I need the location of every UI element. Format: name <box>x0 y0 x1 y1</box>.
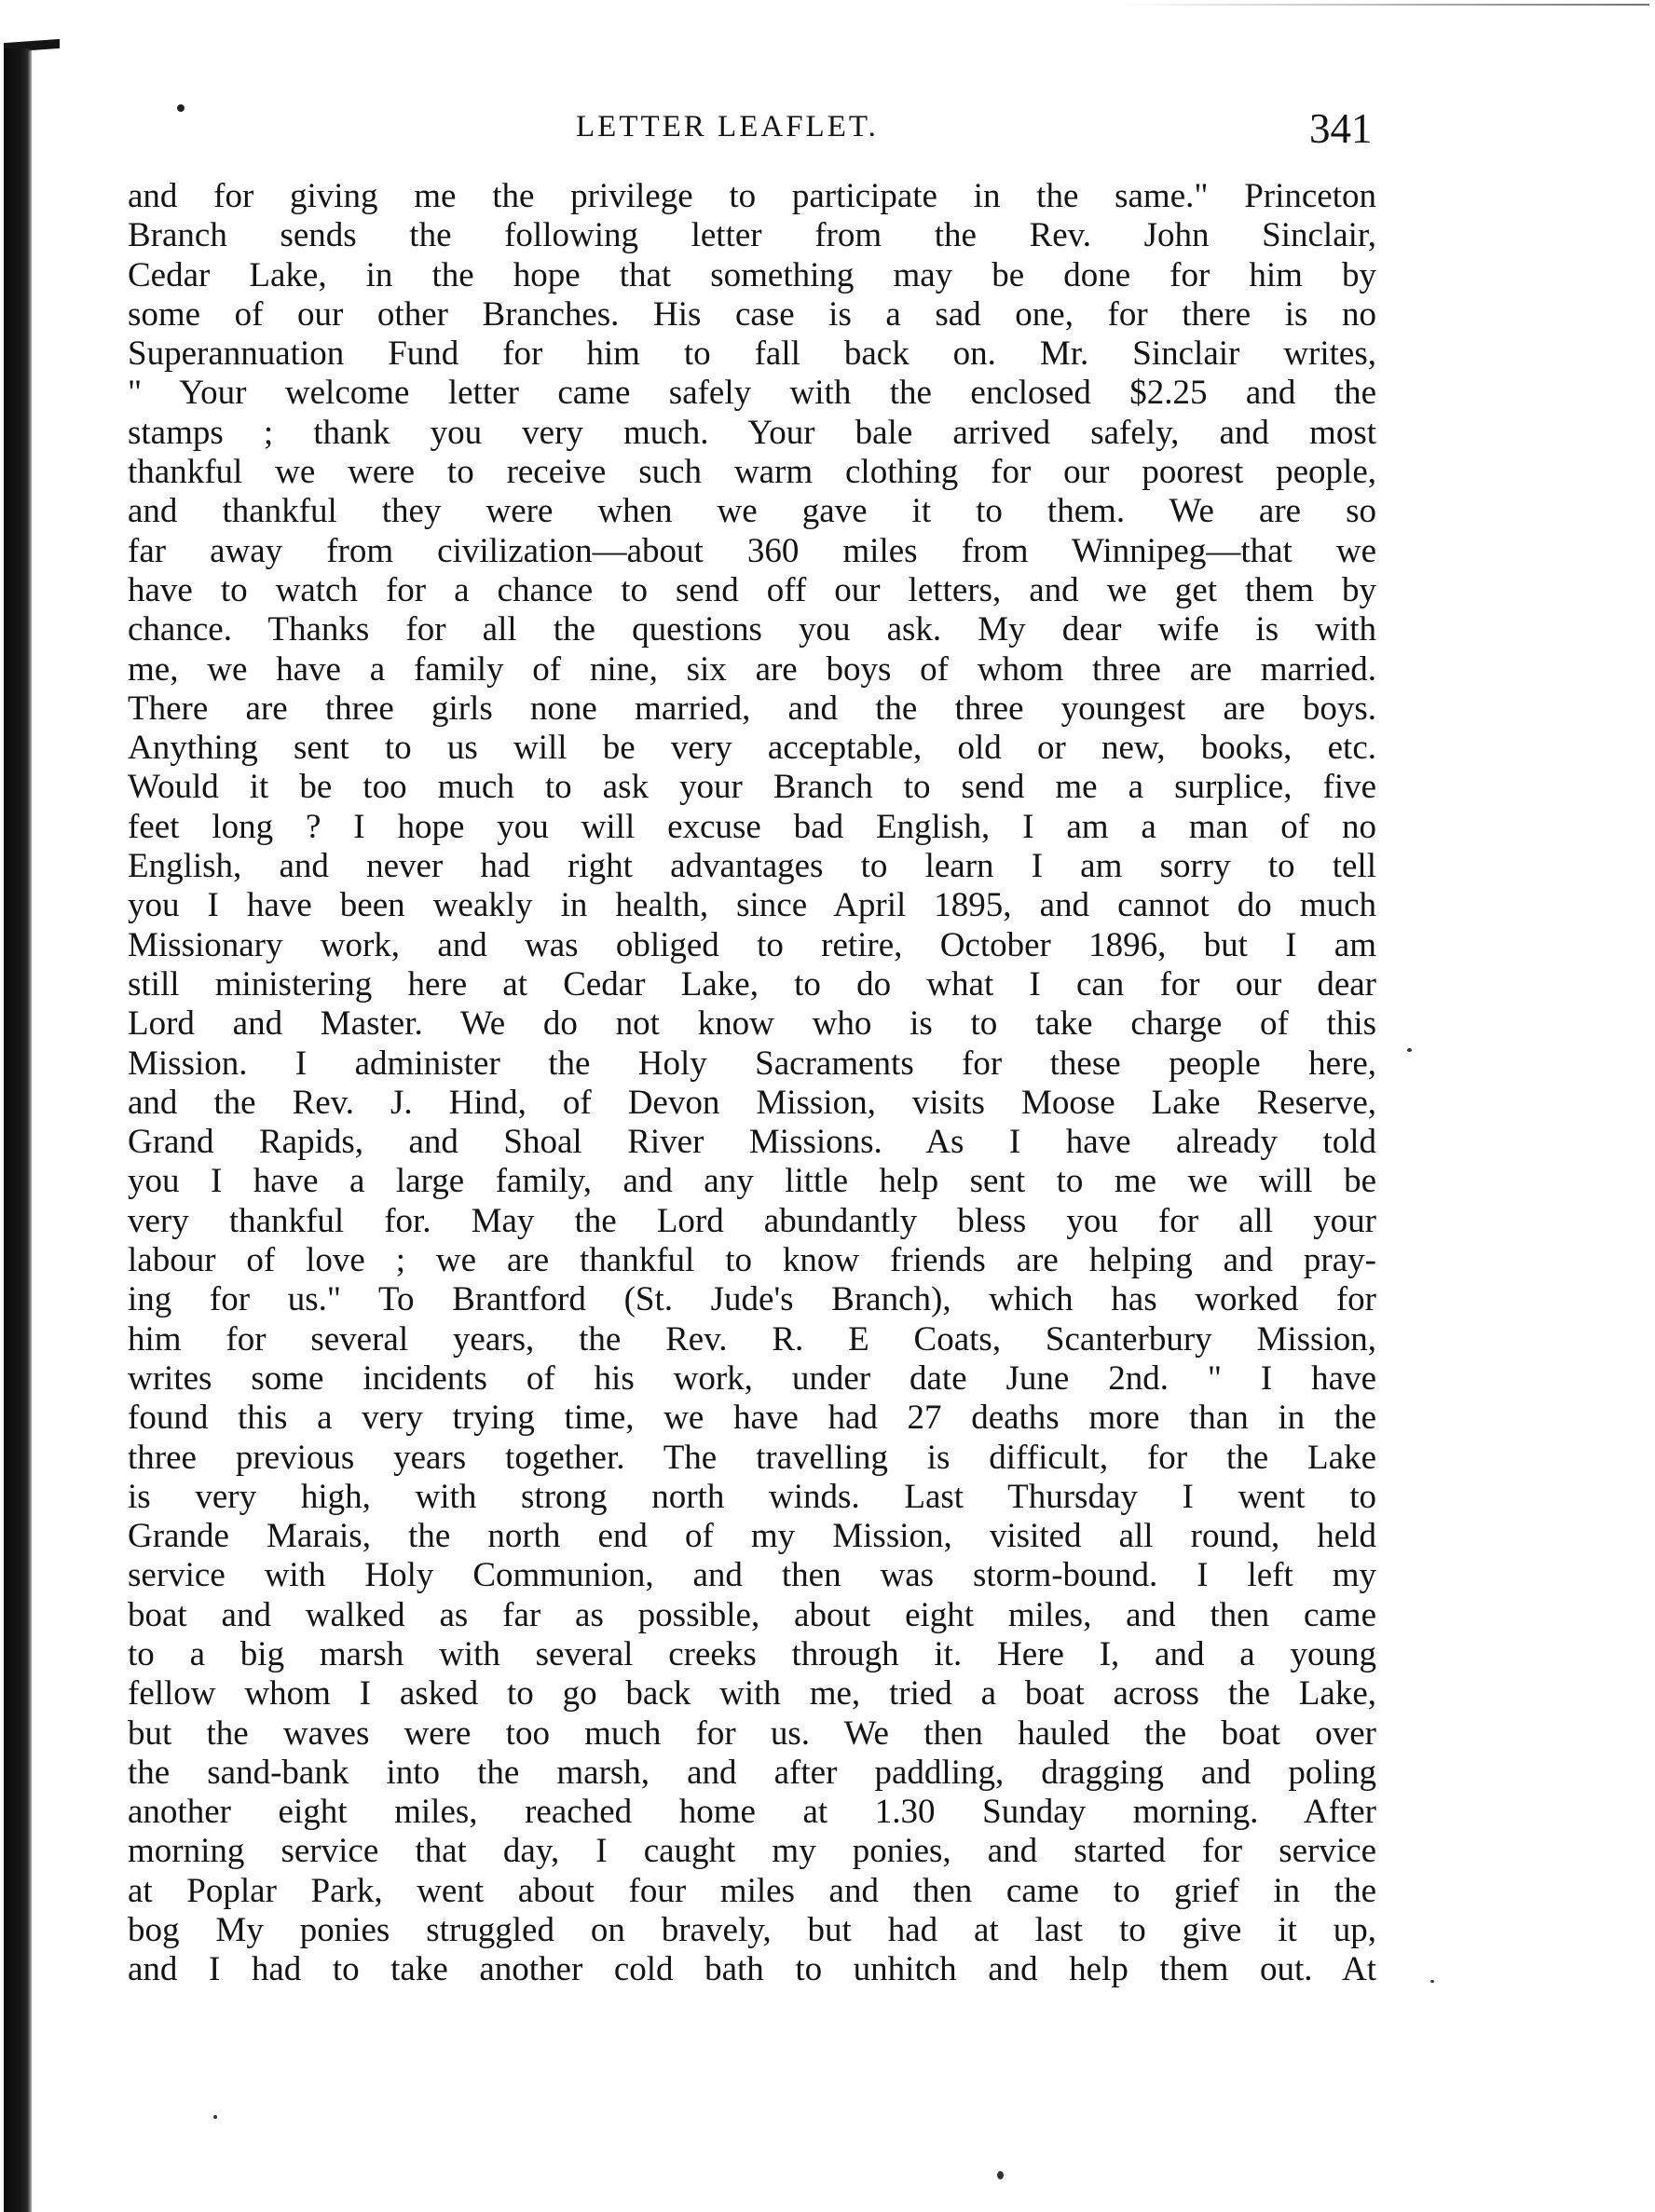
text-line: and the Rev. J. Hind, of Devon Mission, visits Moose Lake Reserve, <box>128 1083 1376 1122</box>
text-line: you I have been weakly in health, since April 1895, and cannot do much <box>128 886 1376 925</box>
top-edge-rule <box>1118 4 1649 6</box>
text-line: but the waves were too much for us. We then hauled the boat over <box>128 1714 1376 1753</box>
text-line: morning service that day, I caught my ponies, and started for service <box>128 1832 1376 1871</box>
text-line: found this a very trying time, we have had 27 deaths more than in the <box>128 1399 1376 1438</box>
text-line: to a big marsh with several creeks through it. Here I, and a young <box>128 1634 1376 1673</box>
text-line: thankful we were to receive such warm clothing for our poorest people, <box>128 453 1376 492</box>
text-line: Cedar Lake, in the hope that something may be done for him by <box>128 255 1376 294</box>
text-line: chance. Thanks for all the questions you ask. My dear wife is with <box>128 610 1376 649</box>
text-line: is very high, with strong north winds. Last Thursday I went to <box>128 1477 1376 1516</box>
page-header <box>0 101 1655 157</box>
text-line: stamps ; thank you very much. Your bale arrived safely, and most <box>128 413 1376 452</box>
text-line: bog My ponies struggled on bravely, but had at last to give it up, <box>128 1911 1376 1950</box>
text-line: There are three girls none married, and the three youngest are boys. <box>128 689 1376 728</box>
text-line: fellow whom I asked to go back with me, tried a boat across the Lake, <box>128 1674 1376 1714</box>
text-line: some of our other Branches. His case is a sad one, for there is no <box>128 294 1376 334</box>
text-line: him for several years, the Rev. R. E Coats, Scanterbury Mission, <box>128 1319 1376 1359</box>
text-line: writes some incidents of his work, under date June 2nd. " I have <box>128 1359 1376 1398</box>
text-line: service with Holy Communion, and then was storm-bound. I left my <box>128 1556 1376 1595</box>
text-line: have to watch for a chance to send off our letters, and we get them by <box>128 570 1376 609</box>
text-line: " Your welcome letter came safely with the enclosed $2.25 and the <box>128 374 1376 413</box>
text-line: at Poplar Park, went about four miles and then came to grief in the <box>128 1871 1376 1910</box>
text-line: ing for us." To Brantford (St. Jude's Branch), which has worked for <box>128 1280 1376 1319</box>
text-line: still ministering here at Cedar Lake, to do what I can for our dear <box>128 964 1376 1004</box>
text-line: Anything sent to us will be very acceptable, old or new, books, etc. <box>128 729 1376 768</box>
text-line: Grande Marais, the north end of my Mission, visited all round, held <box>128 1517 1376 1556</box>
page-number: 341 <box>1309 105 1373 152</box>
text-line: Would it be too much to ask your Branch to send me a surplice, five <box>128 768 1376 807</box>
text-line: far away from civilization—about 360 miles from Winnipeg—that we <box>128 531 1376 570</box>
text-line: Grand Rapids, and Shoal River Missions. As I have already told <box>128 1123 1376 1162</box>
text-line: another eight miles, reached home at 1.30 Sunday morning. After <box>128 1793 1376 1832</box>
body-text <box>128 177 1376 1990</box>
text-line: Branch sends the following letter from the Rev. John Sinclair, <box>128 216 1376 255</box>
text-line: Superannuation Fund for him to fall back on. Mr. Sinclair writes, <box>128 335 1376 374</box>
text-line: the sand-bank into the marsh, and after paddling, dragging and poling <box>128 1753 1376 1792</box>
text-line: Lord and Master. We do not know who is to take charge of this <box>128 1004 1376 1044</box>
scan-speck <box>213 2115 217 2119</box>
text-line: Mission. I administer the Holy Sacraments for these people here, <box>128 1044 1376 1083</box>
text-line: and thankful they were when we gave it to them. We are so <box>128 492 1376 531</box>
text-line: labour of love ; we are thankful to know friends are helping and pray- <box>128 1241 1376 1280</box>
scan-speck <box>1430 1980 1434 1983</box>
text-line: me, we have a family of nine, six are boys of whom three are married. <box>128 649 1376 689</box>
text-line: English, and never had right advantages to learn I am sorry to tell <box>128 847 1376 886</box>
scan-speck <box>1407 1048 1412 1052</box>
text-line: boat and walked as far as possible, about eight miles, and then came <box>128 1595 1376 1634</box>
text-line: and I had to take another cold bath to unhitch and help them out. At <box>128 1950 1376 1989</box>
text-line: Missionary work, and was obliged to retire, October 1896, but I am <box>128 925 1376 964</box>
running-head: LETTER LEAFLET. <box>576 110 879 143</box>
binding-shadow <box>4 48 32 2212</box>
text-line: feet long ? I hope you will excuse bad English, I am a man of no <box>128 807 1376 846</box>
text-line: very thankful for. May the Lord abundantly bless you for all your <box>128 1201 1376 1240</box>
text-line: you I have a large family, and any little help sent to me we will be <box>128 1162 1376 1201</box>
scan-speck <box>997 2171 1004 2179</box>
text-line: three previous years together. The travelling is difficult, for the Lake <box>128 1438 1376 1477</box>
text-line: and for giving me the privilege to participate in the same." Princeton <box>128 177 1376 215</box>
